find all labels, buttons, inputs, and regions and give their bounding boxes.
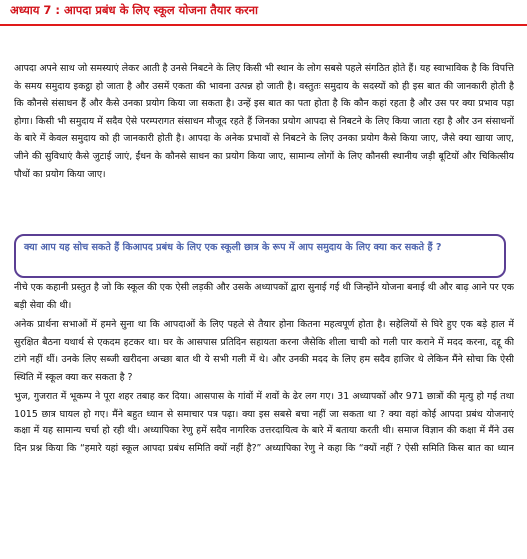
intro-paragraph: आपदा अपने साथ जो समस्याएं लेकर आती है उनसे निबटने के लिए किसी भी स्थान के लोग सबसे पहले संगठित होते हैं। यह स्वाभाविक है कि विपत्ति के समय समुदाय इकट्ठा हो जाता है और उसमें एकता की भावना उत्पन्न हो जाती है। वस्तुतः समुदाय के सदस्यों को ही इस बात की जानकारी होती है कि कौनसे संसाधन हैं और कैसे उनका प्रयोग किया जा सकता है। उन्हें इस बात का पता होता है कि कौन कहां रहता है और उस पर क्या प्रभाव पड़ा होगा। किसी भी समुदाय में सदैव ऐसे परम्परागत संसाधन मौजूद रहते हैं जिनका प्रयोग आपदा से निबटने के लिए किया जाता रहा है और उन संसाधनों के बारे में केवल समुदाय को ही जानकारी होती है। आपदा के अनेक प्रभावों से निबटने के लिए उनका प्रयोग कैसे किया जाए, जैसे क्या खाया जाए, जीने की सुविधाएं कैसे जुटाई जाएं, ईंधन के कौनसे साधन का प्रयोग किया जाए, सामान्य लोगों के लिए कौनसी स्थानीय जड़ी बूटियों और चिकित्सीय पौधों का प्रयोग किया जाए। (14, 63, 514, 180)
question-callout-box: क्या आप यह सोच सकते हैं किआपद प्रबंध के लिए एक स्कूली छात्र के रूप में आप समुदाय के लिए क्या कर सकते हैं ? (14, 234, 506, 278)
title-divider (0, 24, 527, 26)
chapter-title: अध्याय 7 : आपदा प्रबंध के लिए स्कूल योजना तैयार करना (10, 3, 259, 17)
story-intro-paragraph: नीचे एक कहानी प्रस्तुत है जो कि स्कूल की एक ऐसी लड़की और उसके अध्यापकों द्वारा सुनाई गई थी जिन्होंने योजना बनाई थी और बाढ़ आने पर एक बड़ी सेवा की थी। (14, 282, 514, 311)
prayer-assembly-paragraph: अनेक प्रार्थना सभाओं में हमने सुना था कि आपदाओं के लिए पहले से तैयार होना कितना महत्वपूर्ण होता है। सहेलियों से घिरे हुए एक बड़े हाल में सुरक्षित बैठना यथार्थ से एकदम हटकर था। घर के आसपास प्रतिदिन सहायता करना जैसेकि शीला चाची को गली पार कराने में मदद करना, दद्दू की टांगे नहीं थीं। उनके लिए सब्जी खरीदना अच्छा बात थी ये सभी गली में थे। और उनकी मदद के लिए हम सदैव हाजिर थे लेकिन मैंने सोचा कि ऐसी स्थिति में स्कूल क्या कर सकता है ? (14, 319, 514, 383)
bhuj-earthquake-paragraph: भुज, गुजरात में भूकम्प ने पूरा शहर तबाह कर दिया। आसपास के गांवों में शवों के ढेर लग गए। 31 अध्यापकों और 971 छात्रों की मृत्यु हो गई तथा 1015 छात्र घायल हो गए। मैंने बहुत ध्यान से समाचार पत्र पढ़ा। क्या इस सबसे बचा नहीं जा सकता था ? क्या वहां कोई आपदा प्रबंध योजनाएं (14, 391, 514, 420)
classroom-discussion-paragraph: कक्षा में यह सामान्य चर्चा हो रही थी। अध्यापिका रेणु हमें सदैव नागरिक उत्तरदायित्व के बारे में बताया करती थी। समाज विज्ञान की कक्षा में मैंने उस दिन प्रश्न किया कि “हमारे यहां स्कूल आपदा प्रबंध समिति क्यों नहीं है?” अध्यापिका रेणु ने कहा कि “क्यों नहीं ? ऐसी समिति किस बात का ध्यान (14, 425, 514, 454)
